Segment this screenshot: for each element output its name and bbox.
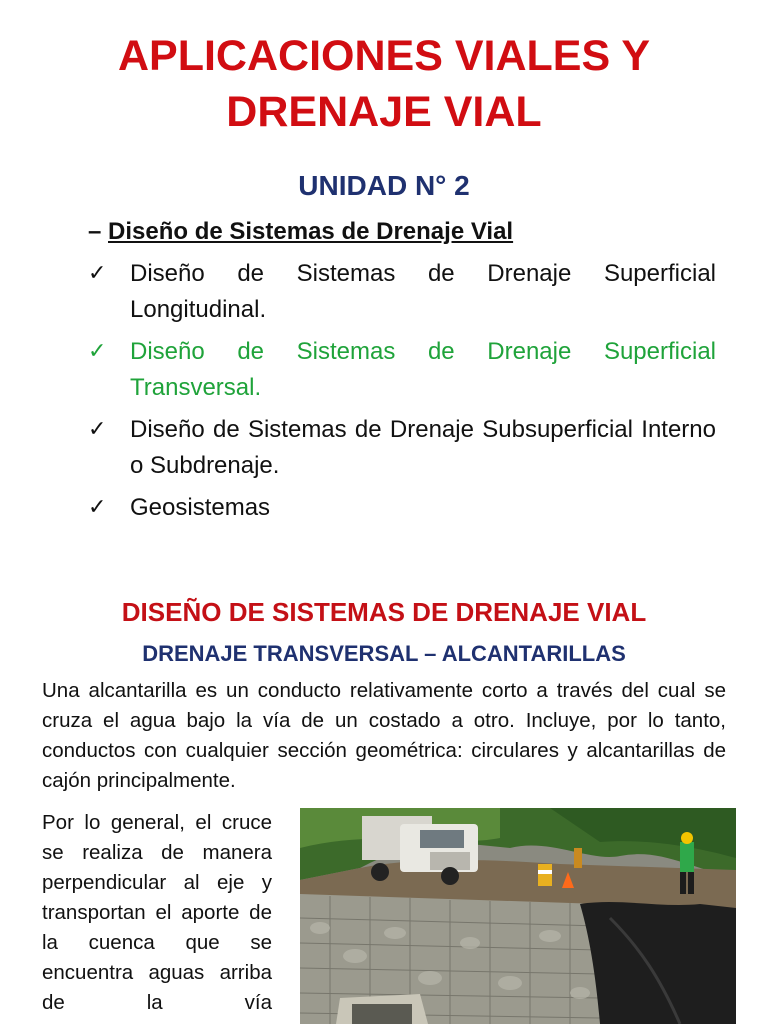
subtitle-text: Diseño de Sistemas de Drenaje Vial [108, 218, 514, 245]
checklist-item-text: Geosistemas [130, 494, 271, 521]
checklist-item [88, 256, 716, 328]
subtitle-dash: – [88, 218, 109, 245]
checklist-item [88, 412, 716, 484]
check-icon: ✓ [88, 261, 107, 286]
checklist-item-text: Diseño de Sistemas de Drenaje Superficial Transversal. [130, 338, 716, 401]
checklist-item-text: Diseño de Sistemas de Drenaje Superficial Longitudinal. [130, 260, 716, 323]
checklist-item [88, 490, 716, 526]
title-line-1: APLICACIONES VIALES Y [117, 32, 651, 80]
photo-illustration [300, 808, 736, 1024]
check-icon: ✓ [88, 495, 107, 520]
checklist-item-text: Diseño de Sistemas de Drenaje Subsuperficial Interno o Subdrenaje. [130, 416, 716, 479]
section-title: DISEÑO DE SISTEMAS DE DRENAJE VIAL [121, 597, 647, 627]
title-line-2: DRENAJE VIAL [226, 88, 542, 136]
definition-paragraph: Una alcantarilla es un conducto relativamente corto a través del cual se cruza el agua bajo la vía de un costado a otro. Incluye, por lo tanto, conductos con cualquier sección geométrica: circulares y alcantarillas de cajón principalmente. [42, 679, 726, 792]
side-paragraph: Por lo general, el cruce se realiza de manera perpendicular al eje y transportan el aporte de la cuenca que se encuentra aguas arriba de la vía [42, 811, 272, 1014]
check-icon: ✓ [88, 339, 107, 364]
checklist [88, 256, 716, 532]
checklist-item-highlighted [88, 334, 716, 406]
slide-title [0, 28, 768, 140]
section-subtitle: DRENAJE TRANSVERSAL – ALCANTARILLAS [142, 641, 626, 666]
culvert-construction-photo [300, 808, 736, 1024]
subtitle [88, 214, 513, 250]
unit-heading: UNIDAD N° 2 [298, 170, 470, 201]
check-icon: ✓ [88, 417, 107, 442]
